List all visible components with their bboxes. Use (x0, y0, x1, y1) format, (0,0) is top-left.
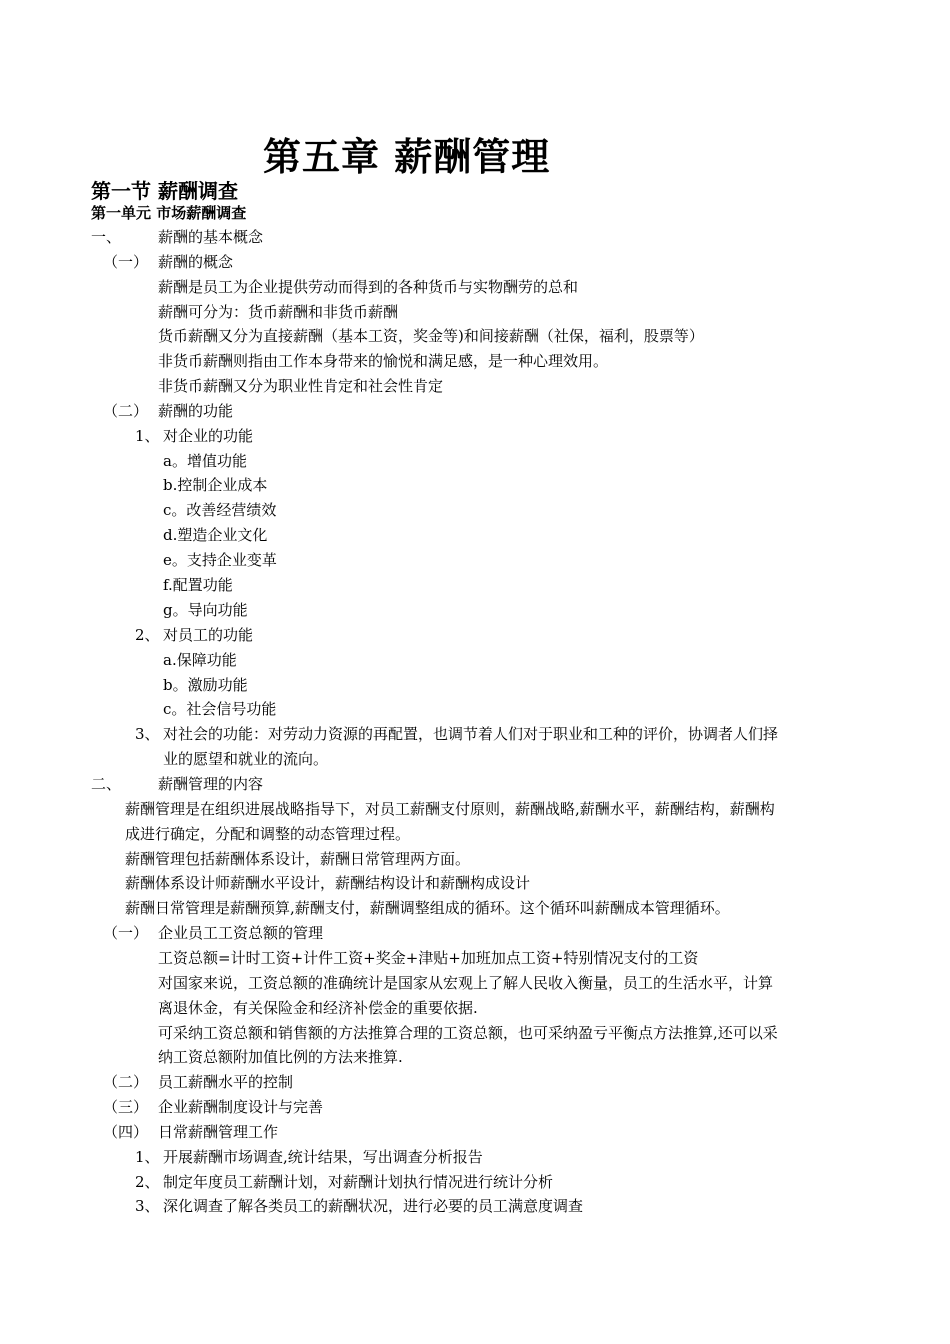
sub-item: b。激励功能 (163, 676, 248, 694)
paragraph-line: 薪酬可分为：货币薪酬和非货币薪酬 (158, 303, 399, 321)
sub-item: e。支持企业变革 (163, 551, 277, 569)
sub-item: c。改善经营绩效 (163, 501, 277, 519)
paragraph-line: 非货币薪酬又分为职业性肯定和社会性肯定 (158, 377, 444, 395)
list-item: 对员工的功能 (163, 626, 254, 644)
list-item: 企业员工工资总额的管理 (158, 924, 324, 942)
list-item: 企业薪酬制度设计与完善 (158, 1098, 324, 1116)
paragraph-line: 货币薪酬又分为直接薪酬（基本工资，奖金等)和间接薪酬（社保，福利，股票等） (158, 327, 704, 345)
paragraph-line: 薪酬体系设计师薪酬水平设计，薪酬结构设计和薪酬构成设计 (125, 874, 531, 892)
sub-item: b.控制企业成本 (163, 476, 268, 494)
list-item: 深化调查了解各类员工的薪酬状况，进行必要的员工满意度调查 (163, 1197, 584, 1215)
sub-item: a。增值功能 (163, 452, 247, 470)
paragraph-line: 可采纳工资总额和销售额的方法推算合理的工资总额，也可采纳盈亏平衡点方法推算,还可以采 (158, 1024, 778, 1042)
list-marker: 二、 (91, 775, 122, 793)
paragraph-line: 薪酬是员工为企业提供劳动而得到的各种货币与实物酬劳的总和 (158, 278, 579, 296)
paragraph-line: 离退休金，有关保险金和经济补偿金的重要依据. (158, 999, 478, 1017)
list-item: 薪酬的概念 (158, 253, 234, 271)
list-item: 开展薪酬市场调查,统计结果，写出调查分析报告 (163, 1148, 483, 1166)
list-marker: 3、 (135, 1197, 160, 1215)
list-item: 日常薪酬管理工作 (158, 1123, 279, 1141)
sub-item: f.配置功能 (163, 576, 233, 594)
list-marker: 3、 (135, 725, 160, 743)
paragraph-line: 薪酬日常管理是薪酬预算,薪酬支付，薪酬调整组成的循环。这个循环叫薪酬成本管理循环。 (125, 899, 730, 917)
list-marker: 1、 (135, 1148, 160, 1166)
list-marker: （一） (103, 253, 149, 271)
list-marker: 2、 (135, 1173, 160, 1191)
paragraph-line: 非货币薪酬则指由工作本身带来的愉悦和满足感，是一种心理效用。 (158, 352, 609, 370)
section-heading: 第一节 薪酬调查 (91, 179, 238, 203)
list-marker: （二） (103, 402, 149, 420)
list-marker: （一） (103, 924, 149, 942)
list-marker: （三） (103, 1098, 149, 1116)
list-item-continuation: 业的愿望和就业的流向。 (163, 750, 329, 768)
list-marker: 1、 (135, 427, 160, 445)
list-item: 对企业的功能 (163, 427, 254, 445)
list-marker: 一、 (91, 228, 122, 246)
sub-item: g。导向功能 (163, 601, 248, 619)
paragraph-line: 薪酬管理是在组织进展战略指导下，对员工薪酬支付原则，薪酬战略,薪酬水平，薪酬结构，薪酬构 (125, 800, 775, 818)
chapter-title: 第五章 薪酬管理 (263, 135, 551, 179)
list-item: 制定年度员工薪酬计划，对薪酬计划执行情况进行统计分析 (163, 1173, 554, 1191)
unit-heading: 第一单元 市场薪酬调查 (91, 204, 247, 222)
list-marker: （四） (103, 1123, 149, 1141)
list-item: 对社会的功能：对劳动力资源的再配置，也调节着人们对于职业和工种的评价，协调者人们择 (163, 725, 779, 743)
list-marker: （二） (103, 1073, 149, 1091)
list-marker: 2、 (135, 626, 160, 644)
list-item: 薪酬的基本概念 (158, 228, 264, 246)
list-item: 薪酬的功能 (158, 402, 234, 420)
sub-item: d.塑造企业文化 (163, 526, 268, 544)
paragraph-line: 工资总额=计时工资+计件工资+奖金+津贴+加班加点工资+特别情况支付的工资 (158, 949, 699, 967)
list-item: 员工薪酬水平的控制 (158, 1073, 294, 1091)
sub-item: a.保障功能 (163, 651, 237, 669)
list-item: 薪酬管理的内容 (158, 775, 264, 793)
paragraph-line: 薪酬管理包括薪酬体系设计，薪酬日常管理两方面。 (125, 850, 471, 868)
paragraph-line: 纳工资总额附加值比例的方法来推算. (158, 1048, 403, 1066)
sub-item: c。社会信号功能 (163, 700, 277, 718)
paragraph-line: 对国家来说，工资总额的准确统计是国家从宏观上了解人民收入衡量，员工的生活水平，计算 (158, 974, 774, 992)
paragraph-line: 成进行确定，分配和调整的动态管理过程。 (125, 825, 411, 843)
